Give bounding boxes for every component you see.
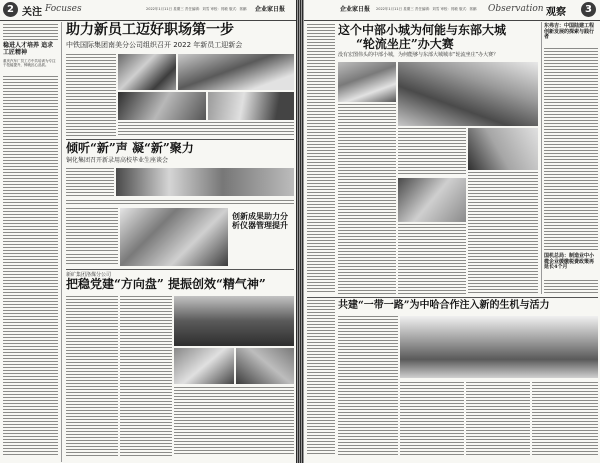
lead-left-text — [307, 24, 335, 294]
feature-2-title: 倾听“新”声 凝“新”聚力 — [66, 141, 194, 155]
dateline: 2022年1月11日 星期三 责任编辑：刘雪 审校：郭敏 版式：郭鹏 — [146, 7, 247, 11]
section-title-cn: 观察 — [546, 7, 566, 18]
feature-4-photo-a — [174, 296, 294, 346]
lead-text-a — [338, 104, 396, 294]
lead-title-line1: 这个中部小城为何能与东部大城 — [338, 23, 507, 37]
feature-4-photo-c — [236, 348, 294, 384]
bottom-photo — [400, 316, 598, 378]
section-title-en: Observation — [488, 4, 544, 14]
feature-4-kicker: 新矿集团洛煤分公司 — [66, 272, 112, 278]
feature-3-text-b — [66, 254, 118, 266]
feature-1-photo-d — [208, 92, 294, 120]
side-column-text — [3, 76, 58, 456]
feature-1-photo-c — [118, 92, 206, 120]
page-header — [304, 0, 600, 21]
right-column-text — [544, 48, 598, 252]
column-divider — [541, 22, 542, 294]
page-number-badge: 2 — [3, 2, 18, 17]
section-divider — [66, 269, 294, 270]
feature-1-photo-a — [118, 54, 176, 90]
feature-3-badge: 创新成果助力分析仪器管理提升 — [232, 211, 288, 230]
section-title-en: Focuses — [45, 4, 82, 14]
side-lead: 重庆汽车厂员工方中共培训为专注于技能提升，铸就匠心品质。 — [3, 59, 56, 67]
feature-1-photo-b — [178, 54, 294, 90]
right-column-box-title: 国机总局：制造业中小微企业缓缴税费政策再延长4个月 — [544, 253, 595, 270]
bottom-text-b — [400, 382, 464, 456]
feature-1-subtitle: 中铁国际集团南美分公司组织召开 2022 年新员工迎新会 — [66, 41, 243, 49]
feature-1-text — [66, 54, 116, 136]
masthead-logo: 企业家日报 — [255, 6, 286, 13]
feature-3-photo — [120, 208, 228, 266]
section-divider — [307, 297, 598, 298]
lead-subtitle: 没有宏图伟头的中部小城，为何能够与东部大城城市“轮流坐庄”办大赛？ — [338, 52, 499, 58]
lead-text-c — [398, 224, 466, 294]
feature-1-text-b — [118, 122, 294, 136]
feature-3-text — [66, 208, 118, 252]
bottom-text-a — [338, 316, 398, 456]
side-headline: 稳进人才培养 追求工匠精神 — [3, 42, 54, 56]
side-top-text — [3, 24, 58, 40]
feature-4-text-a — [66, 296, 118, 456]
lead-photo-b — [398, 62, 538, 126]
lead-text-d — [468, 172, 538, 294]
feature-4-text-c — [174, 387, 294, 456]
feature-4-photo-b — [174, 348, 234, 384]
feature-1-title: 助力新员工迈好职场第一步 — [66, 22, 234, 38]
feature-4-text-b — [120, 296, 172, 456]
feature-4-title: 把稳党建“方向盘” 提振创效“精气神” — [66, 277, 266, 291]
bottom-title: 共建“一带一路”为中哈合作注入新的生机与活力 — [338, 300, 550, 311]
page-number-badge: 3 — [581, 2, 596, 17]
lead-title-line2: “轮流坐庄”办大赛 — [356, 37, 454, 51]
bottom-text-c — [466, 382, 530, 456]
feature-2-text-b — [66, 200, 294, 206]
column-divider — [61, 22, 62, 462]
lead-photo-d — [468, 128, 538, 170]
lead-photo-c — [398, 178, 466, 222]
page-gutter — [296, 0, 304, 463]
lead-photo-a — [338, 62, 396, 102]
page-header — [0, 0, 296, 21]
page-2 — [0, 0, 296, 463]
section-title-cn: 关注 — [22, 7, 42, 18]
section-divider — [66, 139, 294, 140]
lead-text-b — [398, 128, 466, 176]
page-3 — [304, 0, 600, 463]
bottom-left-text — [307, 300, 335, 456]
feature-2-text — [66, 168, 114, 198]
bottom-text-d — [532, 382, 598, 456]
feature-2-subtitle: 铜化集团召开新录用高校毕业生座谈会 — [66, 157, 169, 164]
dateline: 2022年1月11日 星期三 责任编辑：刘雪 审校：郭敏 版式：郭鹏 — [376, 7, 477, 11]
right-column-headline: 东弗吉：中国陆建工程创新发展的探索与践行者 — [544, 23, 595, 40]
feature-2-photo — [116, 168, 294, 196]
right-column-box-text — [544, 280, 598, 294]
masthead-logo: 企业家日报 — [340, 6, 371, 13]
